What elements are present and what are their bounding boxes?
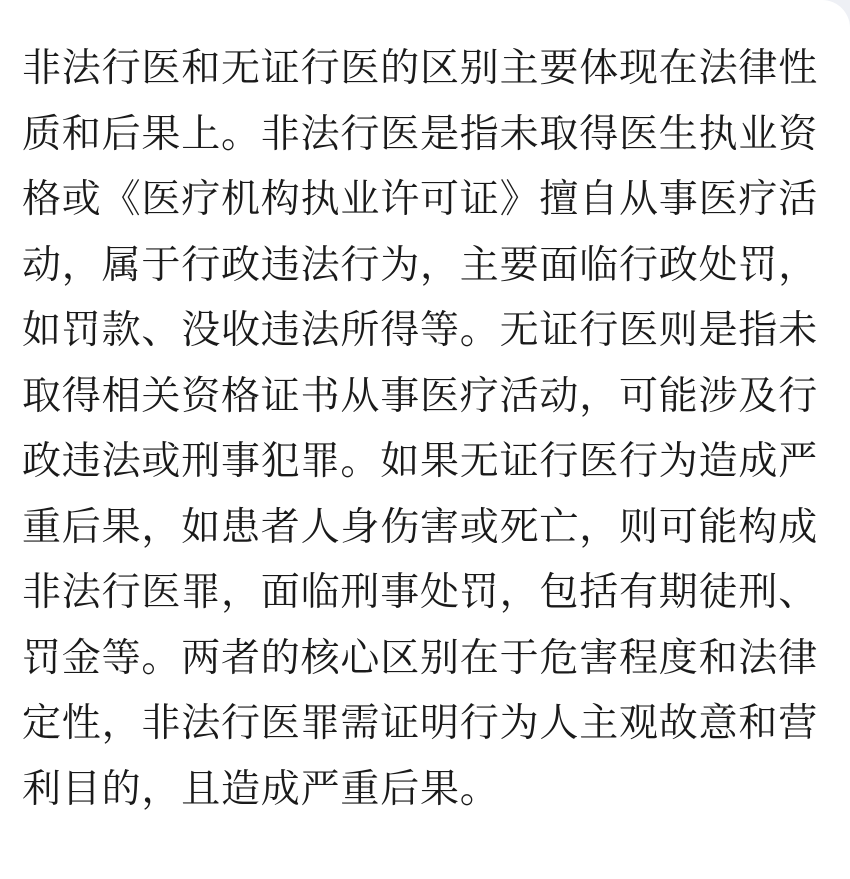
answer-paragraph: 非法行医和无证行医的区别主要体现在法律性质和后果上。非法行医是指未取得医生执业资格或《医疗机构执业许可证》擅自从事医疗活动，属于行政违法行为，主要面临行政处罚，如罚款、没收违法所得等。无证行医则是指未取得相关资格证书从事医疗活动，可能涉及行政违法或刑事犯罪。如果无证行医行为造成严重后果，如患者人身伤害或死亡，则可能构成非法行医罪，面临刑事处罚，包括有期徒刑、罚金等。两者的核心区别在于危害程度和法律定性，非法行医罪需证明行为人主观故意和营利目的，且造成严重后果。 <box>22 46 819 812</box>
